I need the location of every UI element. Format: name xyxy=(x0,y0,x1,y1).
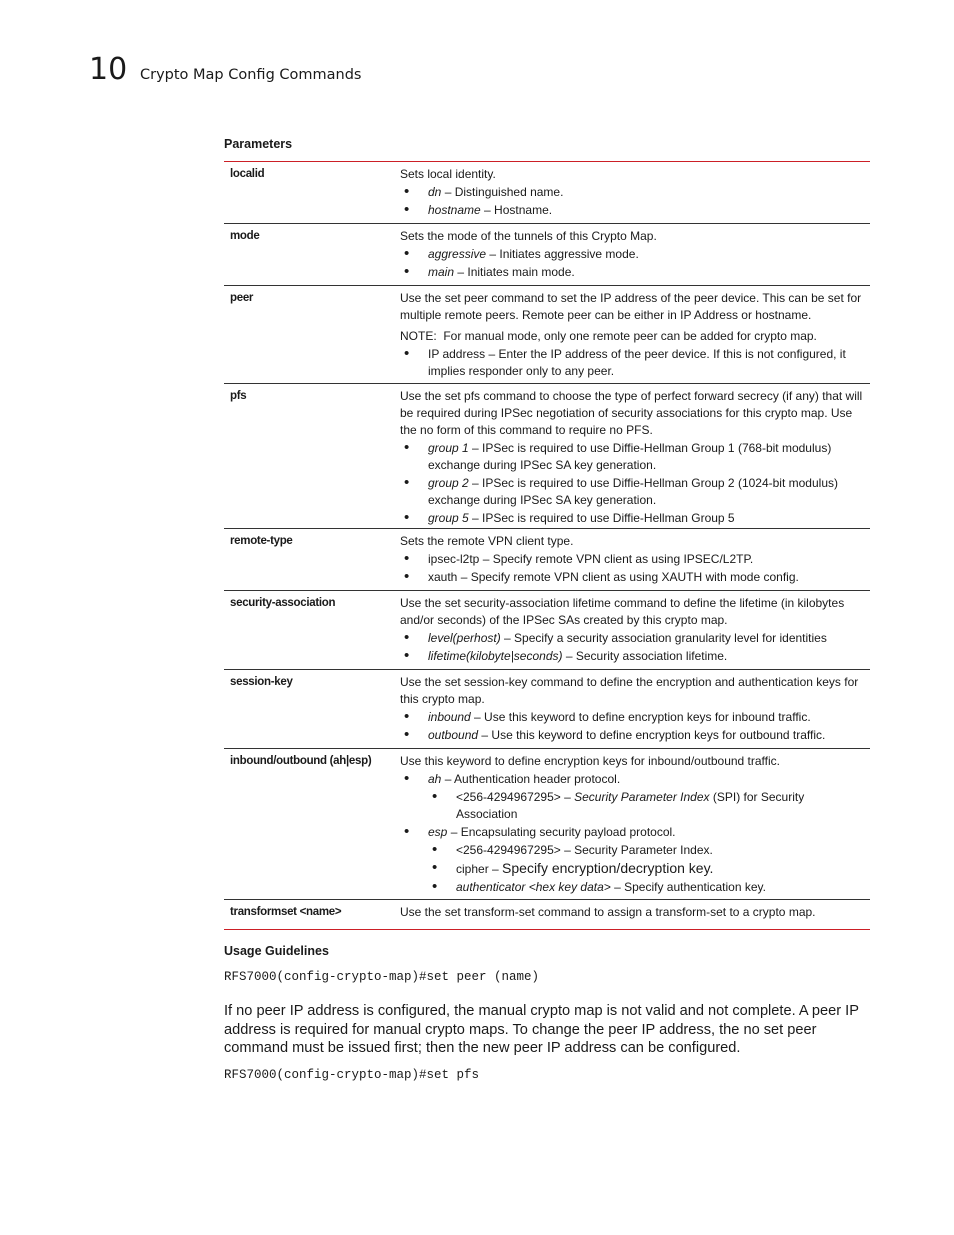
param-name: peer xyxy=(230,292,254,304)
list-item: • dn – Distinguished name. xyxy=(400,184,864,201)
list-item: • main – Initiates main mode. xyxy=(400,264,864,281)
param-name: inbound/outbound (ah|esp) xyxy=(230,755,372,767)
table-row xyxy=(224,162,870,224)
param-name: remote-type xyxy=(230,535,293,547)
param-name: security-association xyxy=(230,597,336,609)
list-item: • esp – Encapsulating security payload protocol. • <256-4294967295> – Security Parameter Index. • cipher – Specify encryption/decryption key. • authenticator <hex key data> – Specify authentication key. xyxy=(400,824,864,896)
table-row xyxy=(224,900,870,929)
list-item: • cipher – Specify encryption/decryption key. xyxy=(428,860,864,878)
list-item: • aggressive – Initiates aggressive mode. xyxy=(400,246,864,263)
list-item: • authenticator <hex key data> – Specify authentication key. xyxy=(428,879,864,896)
list-item: • outbound – Use this keyword to define encryption keys for outbound traffic. xyxy=(400,727,864,744)
note: NOTE: For manual mode, only one remote peer can be added for crypto map. xyxy=(400,329,817,343)
list-item: • ah – Authentication header protocol. • <256-4294967295> – Security Parameter Index (SPI) for Security Association xyxy=(400,771,864,823)
table-row xyxy=(224,749,870,900)
parameters-table xyxy=(224,161,870,930)
param-desc-text: Use this keyword to define encryption keys for inbound/outbound traffic. xyxy=(400,754,780,768)
param-desc-text: Use the set security-association lifetime command to define the lifetime (in kilobytes and/or seconds) of the IPSec SAs created by this crypto map. xyxy=(400,596,845,627)
param-description xyxy=(394,591,870,669)
param-desc-text: Use the set transform-set command to assign a transform-set to a crypto map. xyxy=(400,905,816,919)
list-item: • level(perhost) – Specify a security association granularity level for identities xyxy=(400,630,864,647)
param-desc-text: Use the set session-key command to define the encryption and authentication keys for this crypto map. xyxy=(400,675,859,706)
param-name: session-key xyxy=(230,676,293,688)
param-desc-text: Sets the remote VPN client type. xyxy=(400,534,574,548)
code-example: RFS7000(config-crypto-map)#set pfs xyxy=(224,1068,480,1082)
param-description xyxy=(394,670,870,748)
list-item: • inbound – Use this keyword to define encryption keys for inbound traffic. xyxy=(400,709,864,726)
chapter-title: Crypto Map Config Commands xyxy=(140,67,362,83)
list-item: • ipsec-l2tp – Specify remote VPN client as using IPSEC/L2TP. xyxy=(400,551,864,568)
param-description xyxy=(394,900,870,929)
list-item: • xauth – Specify remote VPN client as using XAUTH with mode config. xyxy=(400,569,864,586)
param-name: pfs xyxy=(230,390,247,402)
code-example: RFS7000(config-crypto-map)#set peer (name) xyxy=(224,970,540,984)
list-item: • IP address – Enter the IP address of the peer device. If this is not configured, it implies responder only to any peer. xyxy=(400,346,864,380)
param-description xyxy=(394,529,870,590)
parameters-heading: Parameters xyxy=(224,137,293,151)
list-item: • lifetime(kilobyte|seconds) – Security association lifetime. xyxy=(400,648,864,665)
param-desc-text: Use the set peer command to set the IP address of the peer device. This can be set for multiple remote peers. Remote peer can be either in IP Address or hostname. xyxy=(400,291,862,322)
param-description xyxy=(394,384,870,528)
list-item: • <256-4294967295> – Security Parameter Index. xyxy=(428,842,864,859)
usage-guidelines-heading: Usage Guidelines xyxy=(224,944,329,958)
param-desc-text: Use the set pfs command to choose the type of perfect forward secrecy (if any) that will be required during IPSec negotiation of security associations for this crypto map. Use the no form of this command to require no PFS. xyxy=(400,389,863,437)
param-name: transformset <name> xyxy=(230,906,342,918)
param-description xyxy=(394,286,870,383)
list-item: • group 1 – IPSec is required to use Diffie-Hellman Group 1 (768-bit modulus) exchange during IPSec SA key generation. xyxy=(400,440,864,474)
param-desc-text: Sets local identity. xyxy=(400,167,496,181)
list-item: • <256-4294967295> – Security Parameter Index (SPI) for Security Association xyxy=(428,789,864,823)
table-row xyxy=(224,529,870,591)
param-name: localid xyxy=(230,168,265,180)
body-paragraph: If no peer IP address is configured, the manual crypto map is not valid and not complete. A peer IP address is required for manual crypto maps. To change the peer IP address, the no set peer command must be issued first; then the new peer IP address can be configured. xyxy=(224,1003,859,1056)
table-row xyxy=(224,224,870,286)
list-item: • group 5 – IPSec is required to use Diffie-Hellman Group 5 xyxy=(400,510,864,527)
param-description xyxy=(394,162,870,223)
param-description xyxy=(394,749,870,899)
list-item: • group 2 – IPSec is required to use Diffie-Hellman Group 2 (1024-bit modulus) exchange during IPSec SA key generation. xyxy=(400,475,864,509)
param-desc-text: Sets the mode of the tunnels of this Crypto Map. xyxy=(400,229,657,243)
table-row xyxy=(224,670,870,749)
table-row xyxy=(224,384,870,529)
table-row xyxy=(224,591,870,670)
list-item: • hostname – Hostname. xyxy=(400,202,864,219)
chapter-number: 10 xyxy=(89,52,128,87)
param-name: mode xyxy=(230,230,260,242)
param-description xyxy=(394,224,870,285)
table-row xyxy=(224,286,870,384)
